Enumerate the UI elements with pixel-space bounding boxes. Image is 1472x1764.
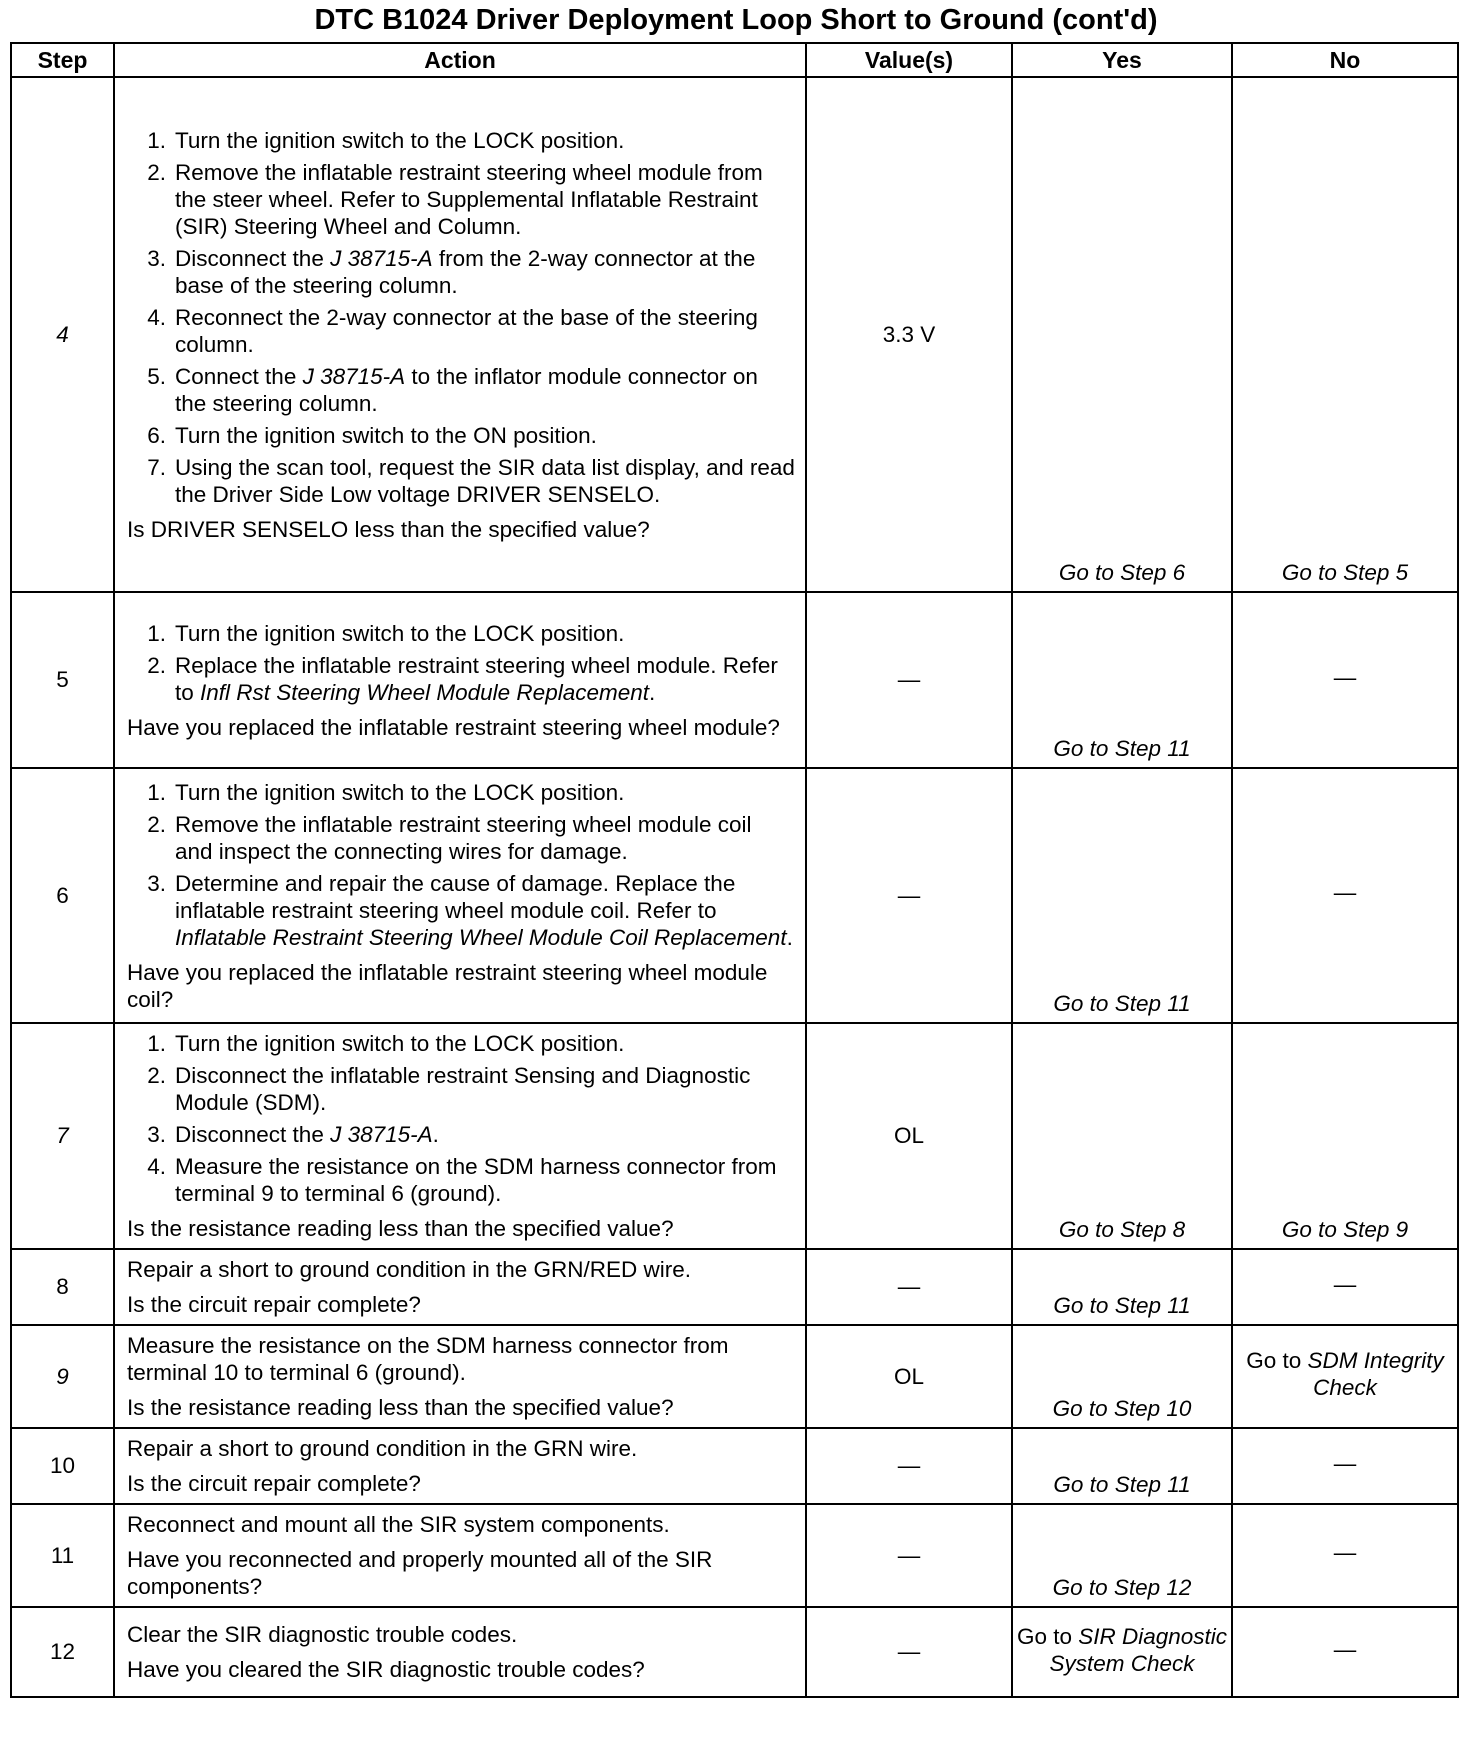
list-item: 5. Connect the J 38715-A to the inflator module connector on the steering column.: [147, 363, 758, 416]
list-item: 7. Using the scan tool, request the SIR data list display, and read the Driver Side Low voltage DRIVER SENSELO.: [147, 454, 795, 507]
table-row: [11, 1607, 1458, 1697]
list-item: 3. Disconnect the J 38715-A from the 2-way connector at the base of the steering column.: [147, 245, 756, 298]
action-text: Measure the resistance on the SDM harness connector from terminal 10 to terminal 6 (ground).: [127, 1333, 729, 1385]
action-text: Repair a short to ground condition in the GRN/RED wire.: [127, 1257, 692, 1282]
list-item: 4. Measure the resistance on the SDM harness connector from terminal 9 to terminal 6 (ground).: [147, 1154, 777, 1206]
procedure-reference: Infl Rst Steering Wheel Module Replacement: [200, 679, 649, 705]
yes-cell: [1012, 1607, 1232, 1697]
procedure-reference: SIR Diagnostic System Check: [1049, 1623, 1228, 1676]
list-item: 2. Replace the inflatable restraint steering wheel module. Refer to Infl Rst Steering Wheel Module Replacement.: [147, 652, 778, 705]
tool-reference: J 38715-A: [330, 1122, 433, 1147]
action-text: Repair a short to ground condition in the GRN wire.: [127, 1436, 638, 1461]
question-text: Have you reconnected and properly mounted all of the SIR components?: [127, 1547, 713, 1599]
list-item: 1. Turn the ignition switch to the LOCK position.: [147, 127, 625, 153]
step-number: 8: [11, 1249, 114, 1325]
question-text: Have you replaced the inflatable restraint steering wheel module?: [127, 714, 780, 740]
action-cell: [114, 1249, 806, 1325]
question-text: Have you replaced the inflatable restraint steering wheel module coil?: [127, 959, 768, 1012]
header-no: No: [1232, 43, 1458, 77]
step-number: 10: [11, 1428, 114, 1504]
list-item: 1. Turn the ignition switch to the LOCK position.: [147, 1031, 625, 1056]
procedure-reference: Inflatable Restraint Steering Wheel Module Coil Replacement: [175, 924, 787, 950]
value-cell: —: [806, 1504, 1012, 1607]
list-item: 2. Remove the inflatable restraint steering wheel module coil and inspect the connecting wires for damage.: [147, 811, 752, 864]
yes-cell: Go to Step 6: [1012, 77, 1232, 592]
yes-cell: Go to Step 11: [1012, 592, 1232, 768]
question-text: Is the resistance reading less than the specified value?: [127, 1395, 674, 1420]
yes-prefix: Go to: [1016, 1623, 1079, 1649]
no-cell: —: [1232, 1249, 1458, 1325]
value-cell: —: [806, 1428, 1012, 1504]
no-cell: Go to Step 5: [1232, 77, 1458, 592]
step-number: 9: [11, 1325, 114, 1428]
header-step: Step: [11, 43, 114, 77]
question-text: Is the resistance reading less than the specified value?: [127, 1216, 674, 1241]
value-cell: OL: [806, 1023, 1012, 1249]
list-item: 3. Disconnect the J 38715-A.: [147, 1122, 439, 1147]
action-cell: [114, 1023, 806, 1249]
table-row: [11, 592, 1458, 768]
diagnostic-table: [10, 42, 1459, 1698]
action-cell: [114, 1504, 806, 1607]
yes-cell: Go to Step 11: [1012, 1428, 1232, 1504]
yes-cell: Go to Step 10: [1012, 1325, 1232, 1428]
action-cell: [114, 1428, 806, 1504]
list-item: 6. Turn the ignition switch to the ON position.: [147, 422, 597, 448]
value-cell: —: [806, 592, 1012, 768]
table-row: [11, 1325, 1458, 1428]
step-number: 6: [11, 768, 114, 1023]
question-text: Is the circuit repair complete?: [127, 1471, 421, 1496]
procedure-reference: SDM Integrity Check: [1307, 1348, 1444, 1400]
value-cell: —: [806, 1607, 1012, 1697]
step-number: 11: [11, 1504, 114, 1607]
table-row: [11, 77, 1458, 592]
action-cell: [114, 1607, 806, 1697]
value-cell: OL: [806, 1325, 1012, 1428]
value-cell: —: [806, 768, 1012, 1023]
action-cell: [114, 77, 806, 592]
yes-cell: Go to Step 8: [1012, 1023, 1232, 1249]
no-cell: —: [1232, 1504, 1458, 1607]
list-item: 1. Turn the ignition switch to the LOCK position.: [147, 620, 625, 646]
question-text: Have you cleared the SIR diagnostic trouble codes?: [127, 1657, 645, 1682]
page-title: DTC B1024 Driver Deployment Loop Short to Ground (cont'd): [314, 4, 1158, 36]
yes-cell: Go to Step 11: [1012, 1249, 1232, 1325]
action-text: Reconnect and mount all the SIR system components.: [127, 1512, 670, 1537]
header-row: [11, 43, 1458, 77]
no-cell: [1232, 1325, 1458, 1428]
no-cell: —: [1232, 1428, 1458, 1504]
table-row: [11, 1023, 1458, 1249]
question-text: Is the circuit repair complete?: [127, 1292, 421, 1317]
tool-reference: J 38715-A: [330, 245, 433, 271]
table-row: [11, 1428, 1458, 1504]
action-cell: [114, 1325, 806, 1428]
table-row: [11, 1249, 1458, 1325]
list-item: 1. Turn the ignition switch to the LOCK position.: [147, 779, 625, 805]
header-yes: Yes: [1012, 43, 1232, 77]
step-number: 4: [11, 77, 114, 592]
header-action: Action: [114, 43, 806, 77]
list-item: 2. Remove the inflatable restraint steering wheel module from the steer wheel. Refer to Supplemental Inflatable Restraint (SIR) Steering Wheel and Column.: [147, 159, 763, 239]
list-item: 3. Determine and repair the cause of damage. Replace the inflatable restraint steering wheel module coil. Refer to Inflatable Restraint Steering Wheel Module Coil Replacement.: [147, 870, 793, 950]
no-cell: —: [1232, 1607, 1458, 1697]
table-row: [11, 1504, 1458, 1607]
value-cell: 3.3 V: [806, 77, 1012, 592]
no-cell: —: [1232, 768, 1458, 1023]
yes-cell: Go to Step 12: [1012, 1504, 1232, 1607]
step-number: 7: [11, 1023, 114, 1249]
no-prefix: Go to: [1246, 1348, 1308, 1373]
no-cell: —: [1232, 592, 1458, 768]
step-number: 12: [11, 1607, 114, 1697]
step-number: 5: [11, 592, 114, 768]
yes-cell: Go to Step 11: [1012, 768, 1232, 1023]
list-item: 4. Reconnect the 2-way connector at the base of the steering column.: [147, 304, 758, 357]
no-cell: Go to Step 9: [1232, 1023, 1458, 1249]
value-cell: —: [806, 1249, 1012, 1325]
action-text: Clear the SIR diagnostic trouble codes.: [127, 1622, 518, 1647]
tool-reference: J 38715-A: [302, 363, 406, 389]
list-item: 2. Disconnect the inflatable restraint Sensing and Diagnostic Module (SDM).: [147, 1063, 751, 1115]
question-text: Is DRIVER SENSELO less than the specified value?: [127, 516, 650, 542]
table-row: [11, 768, 1458, 1023]
action-cell: [114, 592, 806, 768]
header-values: Value(s): [806, 43, 1012, 77]
action-cell: [114, 768, 806, 1023]
